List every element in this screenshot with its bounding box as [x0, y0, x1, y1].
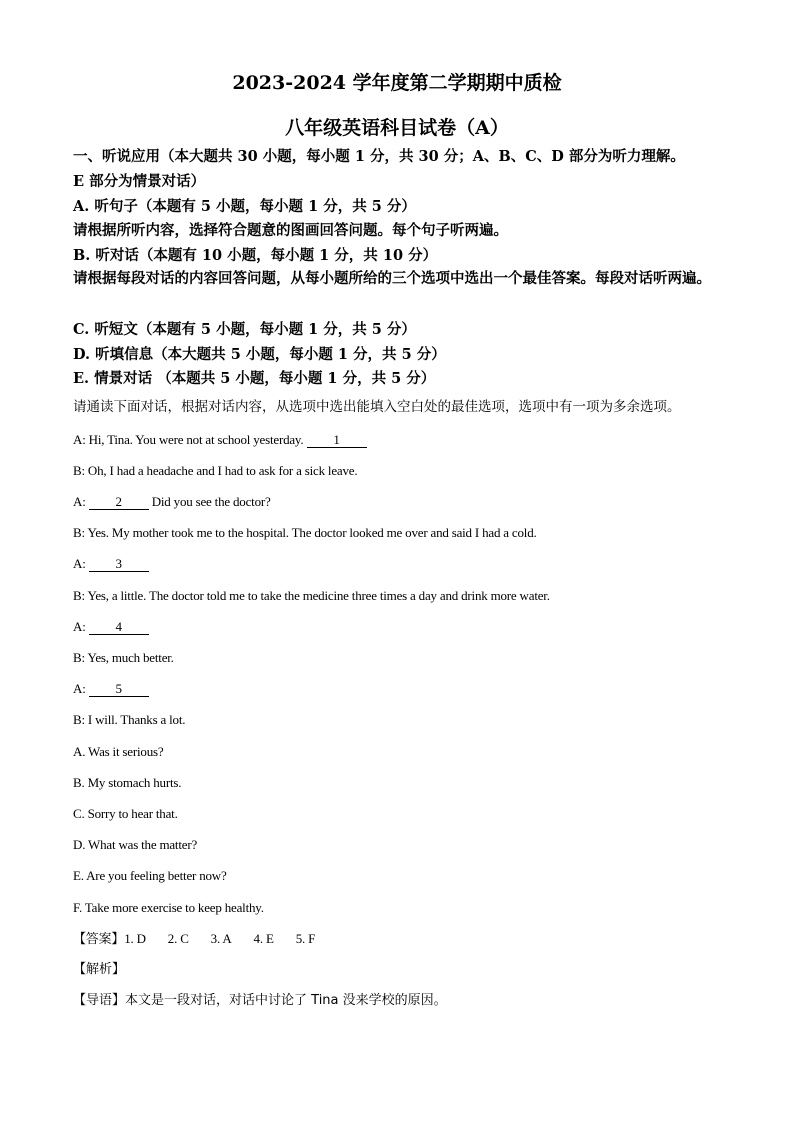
speaker-a: A:	[73, 556, 89, 571]
guide-line	[73, 992, 447, 1009]
part-a-title: A. 听句子（本题有 5 小题，每小题 1 分，共 5 分）	[73, 198, 416, 215]
blank-2: 2	[89, 495, 149, 510]
answer-label: 【答案】	[73, 932, 125, 947]
speaker-a: A:	[73, 494, 89, 509]
blank-4: 4	[89, 620, 149, 635]
section-heading-cont: E 部分为情景对话）	[73, 173, 206, 190]
dialogue-text: A: Hi, Tina. You were not at school yesterday.	[73, 432, 307, 447]
part-b-title: B. 听对话（本题有 10 小题，每小题 1 分，共 10 分）	[73, 247, 438, 264]
dialogue-line-4: B: Yes. My mother took me to the hospital. The doctor looked me over and said I had a cold.	[73, 525, 537, 540]
dialogue-line-1	[73, 431, 367, 448]
part-c-title: C. 听短文（本题有 5 小题，每小题 1 分，共 5 分）	[73, 321, 416, 338]
answer-item: 3. A	[210, 931, 232, 946]
blank-5: 5	[89, 682, 149, 697]
option-f: F. Take more exercise to keep healthy.	[73, 900, 264, 915]
part-b-instructions: 请根据每段对话的内容回答问题，从每小题所给的三个选项中选出一个最佳答案。每段对话听两遍。	[73, 270, 711, 287]
part-a-instructions: 请根据所听内容，选择符合题意的图画回答问题。每个句子听两遍。	[73, 222, 508, 239]
answer-row	[73, 930, 337, 948]
part-e-instructions: 请通读下面对话，根据对话内容，从选项中选出能填入空白处的最佳选项，选项中有一项为多余选项。	[73, 399, 681, 415]
part-d-title: D. 听填信息（本大题共 5 小题，每小题 1 分，共 5 分）	[73, 346, 446, 363]
answer-item: 2. C	[167, 931, 189, 946]
section-heading: 一、听说应用（本大题共 30 小题，每小题 1 分，共 30 分；A、B、C、D 部分为听力理解。	[73, 148, 685, 165]
answer-item: 1. D	[124, 931, 146, 946]
option-b: B. My stomach hurts.	[73, 775, 182, 790]
dialogue-line-7	[73, 618, 149, 635]
dialogue-text: Did you see the doctor?	[148, 494, 271, 509]
answer-item: 5. F	[295, 931, 316, 946]
dialogue-line-5	[73, 555, 149, 572]
answer-item: 4. E	[253, 931, 274, 946]
dialogue-line-2: B: Oh, I had a headache and I had to ask for a sick leave.	[73, 463, 358, 478]
guide-text: 本文是一段对话，对话中讨论了 Tina 没来学校的原因。	[125, 993, 447, 1008]
dialogue-line-3	[73, 493, 271, 510]
dialogue-line-8: B: Yes, much better.	[73, 650, 174, 665]
part-e-title: E. 情景对话 （本题共 5 小题，每小题 1 分，共 5 分）	[73, 370, 436, 387]
dialogue-line-10: B: I will. Thanks a lot.	[73, 712, 186, 727]
blank-3: 3	[89, 557, 149, 572]
exam-subtitle: 八年级英语科目试卷（A）	[285, 117, 509, 139]
speaker-a: A:	[73, 619, 89, 634]
analysis-label: 【解析】	[73, 962, 126, 977]
option-e: E. Are you feeling better now?	[73, 868, 227, 883]
speaker-a: A:	[73, 681, 89, 696]
blank-1: 1	[307, 433, 367, 448]
exam-title: 2023-2024 学年度第二学期期中质检	[232, 72, 562, 94]
dialogue-line-9	[73, 680, 149, 697]
dialogue-line-6: B: Yes, a little. The doctor told me to take the medicine three times a day and drink more water.	[73, 588, 550, 603]
option-c: C. Sorry to hear that.	[73, 806, 178, 821]
option-d: D. What was the matter?	[73, 837, 198, 852]
option-a: A. Was it serious?	[73, 744, 164, 759]
guide-label: 【导语】	[73, 993, 126, 1008]
